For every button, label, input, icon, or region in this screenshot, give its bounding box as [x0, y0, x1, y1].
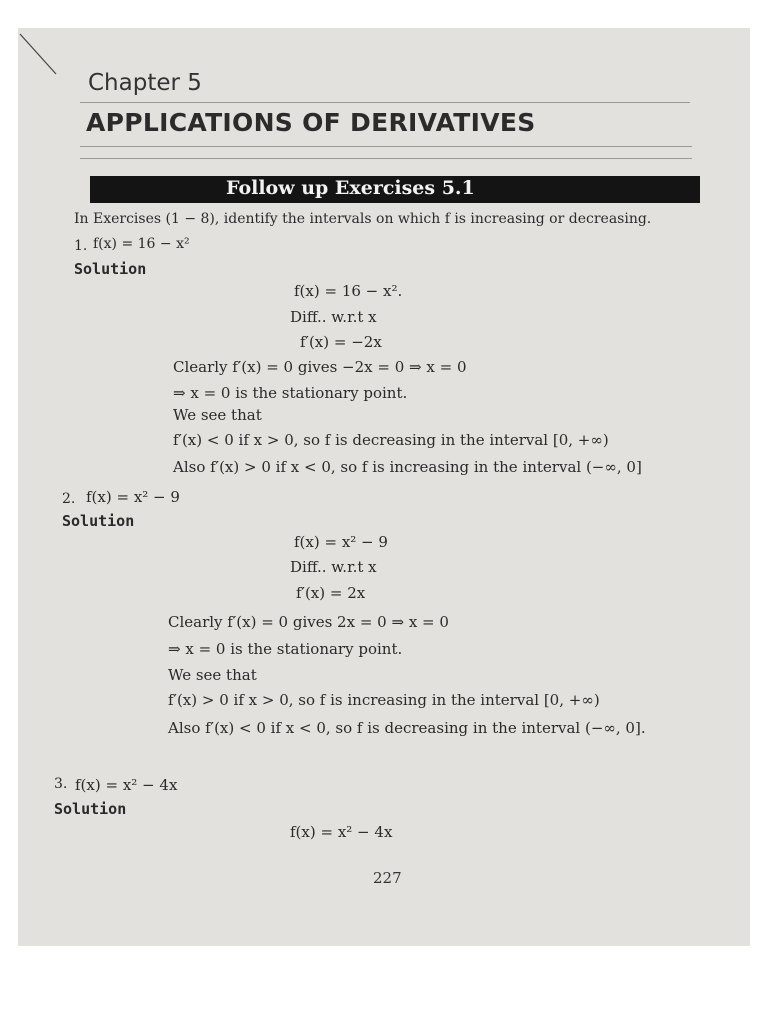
- header-rule-top: [80, 102, 690, 103]
- chapter-title: APPLICATIONS OF DERIVATIVES: [86, 108, 536, 137]
- problem-2-step: We see that: [168, 666, 257, 684]
- problem-2-step: ⇒ x = 0 is the stationary point.: [168, 640, 403, 658]
- header-rule-lower: [80, 158, 692, 159]
- section-banner-title: Follow up Exercises 5.1: [226, 177, 475, 199]
- problem-1-step: Clearly f′(x) = 0 gives −2x = 0 ⇒ x = 0: [173, 358, 467, 376]
- problem-2-step: Clearly f′(x) = 0 gives 2x = 0 ⇒ x = 0: [168, 613, 449, 631]
- problem-1-step: Also f′(x) > 0 if x < 0, so f is increasing in the interval (−∞, 0]: [173, 458, 642, 476]
- problem-1-step: ⇒ x = 0 is the stationary point.: [173, 384, 408, 402]
- problem-3-solution-heading: Solution: [54, 800, 127, 818]
- problem-1-step: f(x) = 16 − x².: [294, 282, 403, 300]
- chapter-label: Chapter 5: [88, 70, 202, 96]
- problem-2-solution-heading: Solution: [62, 512, 135, 530]
- problem-1-step: f′(x) = −2x: [300, 333, 382, 351]
- problem-2-step: f(x) = x² − 9: [294, 533, 388, 551]
- problem-1-solution-heading: Solution: [74, 260, 147, 278]
- problem-1-step: We see that: [173, 406, 262, 424]
- problem-1-step: Diff.. w.r.t x: [290, 308, 377, 326]
- problem-2-step: Diff.. w.r.t x: [290, 558, 377, 576]
- page-number: 227: [373, 869, 402, 887]
- problem-2-step: Also f′(x) < 0 if x < 0, so f is decreasing in the interval (−∞, 0].: [168, 719, 646, 737]
- problem-3-step: f(x) = x² − 4x: [290, 823, 393, 841]
- problem-1-step: f′(x) < 0 if x > 0, so f is decreasing in the interval [0, +∞): [173, 431, 609, 449]
- problem-2-expression: f(x) = x² − 9: [86, 488, 180, 506]
- problem-1-label: 1.: [74, 238, 88, 254]
- book-page: [18, 28, 750, 946]
- exercise-intro: In Exercises (1 − 8), identify the intervals on which f is increasing or decreasing.: [74, 211, 652, 227]
- problem-3-label: 3.: [54, 776, 68, 792]
- header-rule-bottom: [80, 146, 692, 147]
- problem-3-expression: f(x) = x² − 4x: [75, 776, 178, 794]
- problem-2-label: 2.: [62, 491, 76, 507]
- page-fold-line: [18, 28, 78, 88]
- problem-2-step: f′(x) > 0 if x > 0, so f is increasing in the interval [0, +∞): [168, 691, 600, 709]
- problem-2-step: f′(x) = 2x: [296, 584, 366, 602]
- problem-1-expression: f(x) = 16 − x²: [93, 236, 190, 252]
